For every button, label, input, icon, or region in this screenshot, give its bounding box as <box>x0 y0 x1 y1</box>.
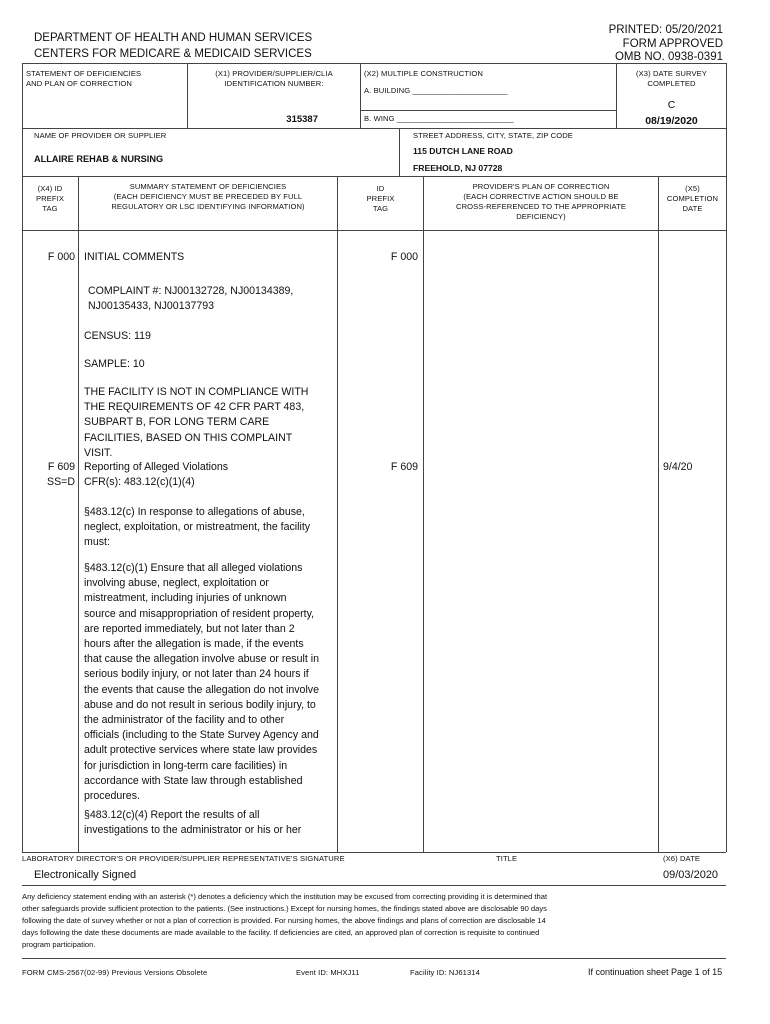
x2-label: (X2) MULTIPLE CONSTRUCTION <box>364 69 483 78</box>
form-approved: FORM APPROVED <box>622 38 723 50</box>
summary-header: SUMMARY STATEMENT OF DEFICIENCIES (EACH DEFICIENCY MUST BE PRECEDED BY FULL REGULATORY OR LSC IDENTIFYING INFORMATION) <box>111 182 305 211</box>
divider-address <box>399 128 400 176</box>
regulation-paragraph-1: §483.12(c) In response to allegations of abuse, neglect, exploitation, or mistreatment, the facility must: <box>84 506 311 549</box>
form-number: FORM CMS-2567(02-99) Previous Versions Obsolete <box>22 968 208 977</box>
x3-letter: C <box>667 99 676 111</box>
survey-date: 08/19/2020 <box>645 115 698 127</box>
wing-label: B. WING ___________________________ <box>364 114 514 123</box>
tag-f000: F 000 <box>47 251 75 263</box>
signature-date: 09/03/2020 <box>663 869 719 881</box>
border-right <box>726 63 727 852</box>
x4-header: (X4) ID PREFIX TAG <box>35 184 65 213</box>
complaint-numbers: COMPLAINT #: NJ00132728, NJ00134389, NJ00135433, NJ00137793 <box>88 285 294 313</box>
rule-footer <box>22 958 726 959</box>
x3-label: (X3) DATE SURVEY COMPLETED <box>636 69 707 88</box>
rule-body <box>22 230 726 231</box>
divider-prefix <box>78 176 79 852</box>
date-label: (X6) DATE <box>663 854 701 863</box>
divider-x2 <box>360 63 361 128</box>
plan-header: PROVIDER'S PLAN OF CORRECTION (EACH CORRECTIVE ACTION SHOULD BE CROSS-REFERENCED TO THE APPROPRIATE DEFICIENCY) <box>455 182 627 221</box>
divider-summary <box>337 176 338 852</box>
x5-header: (X5) COMPLETION DATE <box>666 184 719 213</box>
street-address: 115 DUTCH LANE ROAD <box>413 146 513 156</box>
census: CENSUS: 119 <box>84 330 151 342</box>
divider-id <box>423 176 424 852</box>
id-tag-f000: F 000 <box>390 251 418 263</box>
id-header: ID PREFIX TAG <box>366 184 395 213</box>
regulation-paragraph-3: §483.12(c)(4) Report the results of all investigations to the administrator or his or her <box>84 809 302 837</box>
rule-top <box>22 63 726 64</box>
building-label: A. BUILDING ______________________ <box>364 86 508 95</box>
event-id: Event ID: MHXJ11 <box>296 968 360 977</box>
facility-id: Facility ID: NJ61314 <box>410 968 480 977</box>
regulation-paragraph-2: §483.12(c)(1) Ensure that all alleged violations involving abuse, neglect, exploitation or mistreatment, including injuries of unknown source and misappropriation of resident property, are reported immediately, but not later than 2 hours after the allegation is made, if the events that cause the allegation involve abuse or result in serious bodily injury, or not later than 24 hours if the events that cause the allegation do not involve abuse and do not result in serious bodily injury, to the administrator of the facility and to other officials (including to the State Survey Agency and adult protective services where state law provides for jurisdiction in long-term care facilities) in accordance with State law through established procedures. <box>84 562 319 803</box>
city-state-zip: FREEHOLD, NJ 07728 <box>413 163 503 173</box>
signature-value: Electronically Signed <box>34 869 137 881</box>
rule-disclaimer <box>22 885 726 886</box>
address-label: STREET ADDRESS, CITY, STATE, ZIP CODE <box>413 131 573 140</box>
omb-number: OMB NO. 0938-0391 <box>614 51 723 63</box>
signature-label: LABORATORY DIRECTOR'S OR PROVIDER/SUPPLIER REPRESENTATIVE'S SIGNATURE <box>22 854 345 863</box>
divider-plan <box>658 176 659 852</box>
f609-title: Reporting of Alleged Violations CFR(s): 483.12(c)(1)(4) <box>84 461 229 489</box>
department-title: DEPARTMENT OF HEALTH AND HUMAN SERVICES <box>34 32 313 44</box>
completion-date-f609: 9/4/20 <box>663 461 693 473</box>
provider-name: ALLAIRE REHAB & NURSING <box>34 154 164 164</box>
rule-columns <box>22 176 726 177</box>
printed-date: PRINTED: 05/20/2021 <box>608 24 723 36</box>
tag-f609: F 609 <box>47 461 75 473</box>
disclaimer-text: Any deficiency statement ending with an asterisk (*) denotes a deficiency which the institution may be excused from correcting providing it is determined that other safeguards provide sufficient protection to the patients. (See instructions.) Except for nursing homes, the findings stated above are disclosable 90 days following the date of survey whether or not a plan of correction is provided. For nursing homes, the above findings and plans of correction are disclosable 14 days following the date these documents are made available to the facility. If deficiencies are cited, an approved plan of correction is requisite to continued program participation. <box>22 892 548 949</box>
provider-id-number: 315387 <box>286 114 318 125</box>
page-number: If continuation sheet Page 1 of 15 <box>588 967 723 977</box>
border-left <box>22 63 23 852</box>
provider-name-label: NAME OF PROVIDER OR SUPPLIER <box>34 131 167 140</box>
rule-wing <box>360 110 616 111</box>
statement-label: STATEMENT OF DEFICIENCIES AND PLAN OF CORRECTION <box>26 69 142 88</box>
rule-signature <box>22 852 726 853</box>
id-tag-f609: F 609 <box>390 461 418 473</box>
centers-title: CENTERS FOR MEDICARE & MEDICAID SERVICES <box>34 48 312 60</box>
rule-provider <box>22 128 726 129</box>
x1-label: (X1) PROVIDER/SUPPLIER/CLIA IDENTIFICATION NUMBER: <box>215 69 333 88</box>
sample: SAMPLE: 10 <box>84 358 145 370</box>
title-label: TITLE <box>496 854 518 863</box>
noncompliance-statement: THE FACILITY IS NOT IN COMPLIANCE WITH THE REQUIREMENTS OF 42 CFR PART 483, SUBPART B, FOR LONG TERM CARE FACILITIES, BASED ON THIS COMPLAINT VISIT. <box>84 386 309 459</box>
initial-comments-title: INITIAL COMMENTS <box>84 251 185 263</box>
scope-severity: SS=D <box>47 476 75 488</box>
